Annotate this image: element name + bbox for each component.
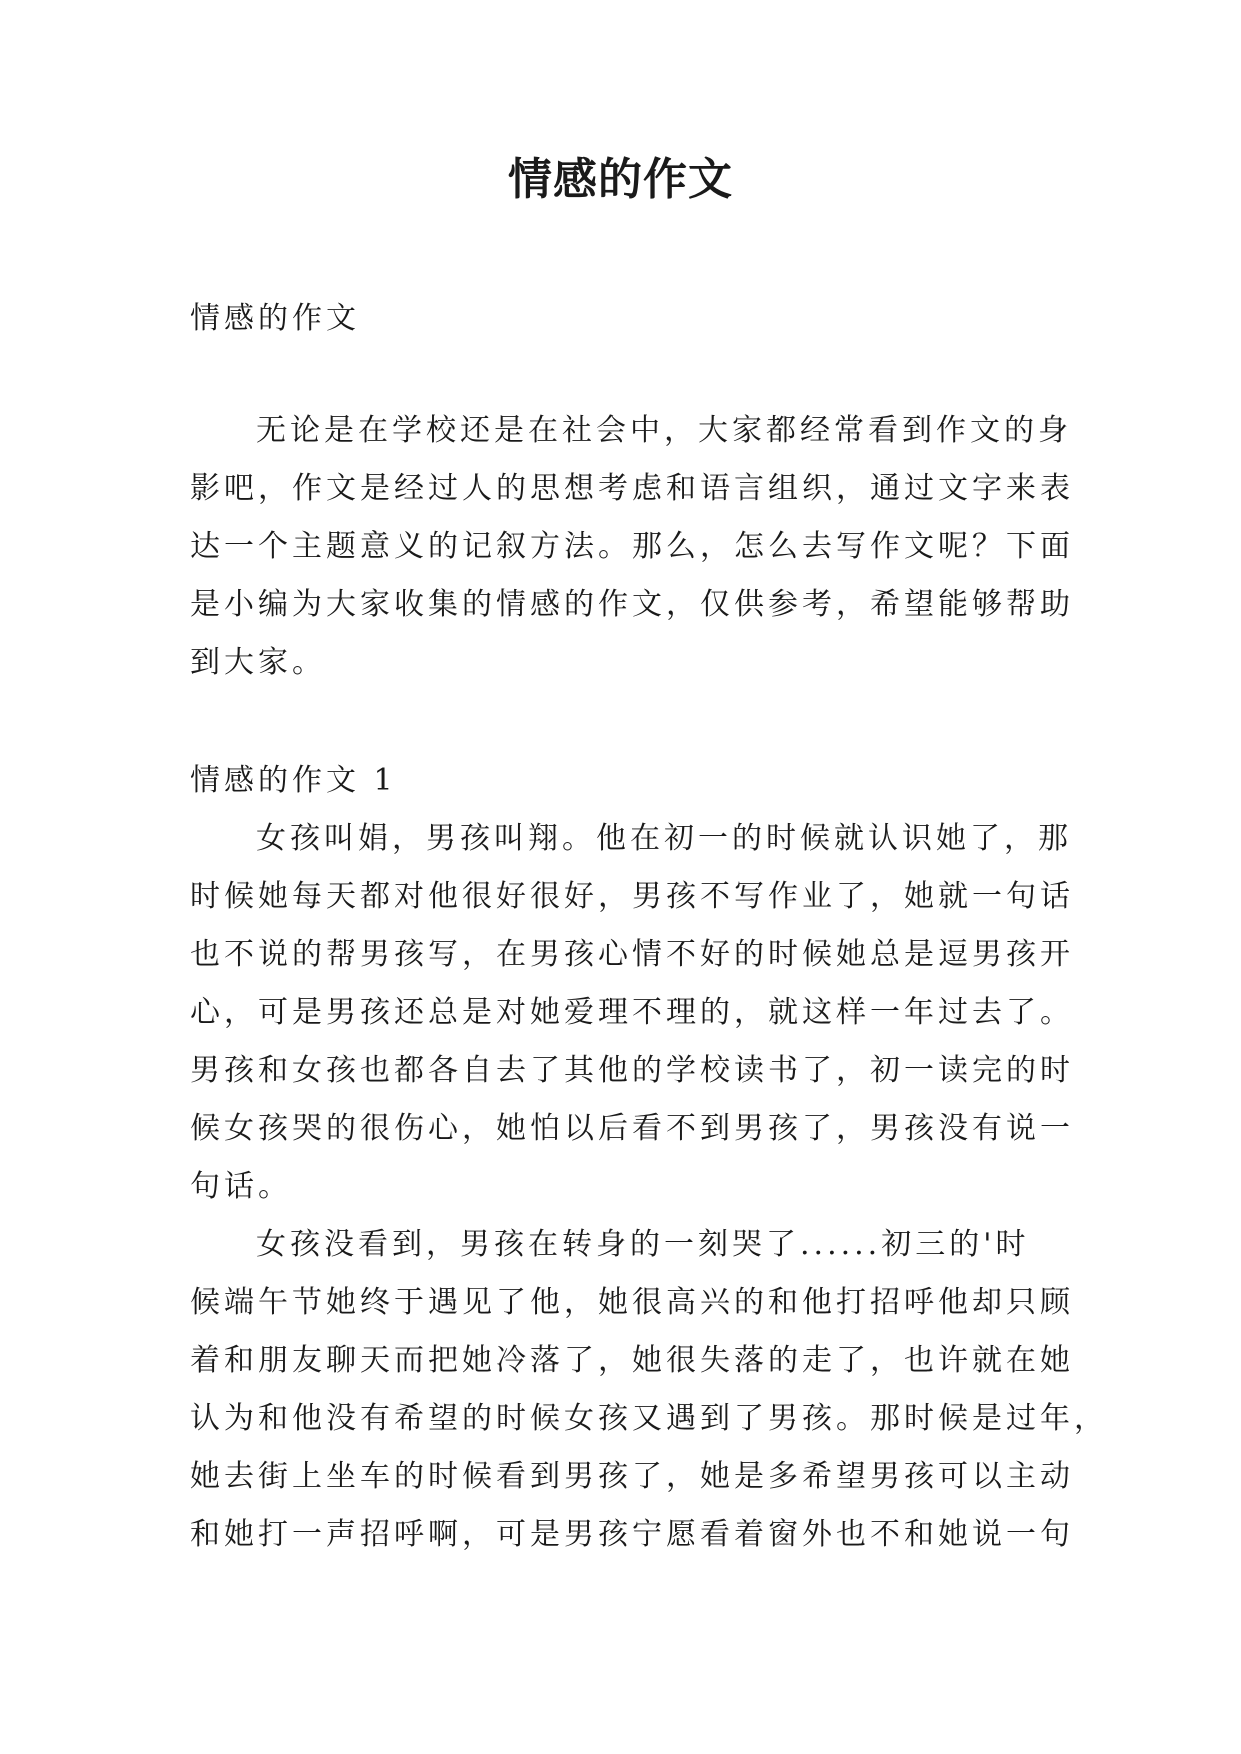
- paragraph-line: 和她打一声招呼啊，可是男孩宁愿看着窗外也不和她说一句: [190, 1517, 1074, 1552]
- paragraph-line: 候端午节她终于遇见了他，她很高兴的和他打招呼他却只顾: [190, 1285, 1074, 1320]
- document-title: 情感的作文: [508, 154, 733, 205]
- paragraph-line: 着和朋友聊天而把她冷落了，她很失落的走了，也许就在她: [190, 1343, 1074, 1378]
- paragraph-line: 女孩没看到，男孩在转身的一刻哭了......初三的'时: [256, 1227, 1030, 1262]
- paragraph-line: 时候她每天都对他很好很好，男孩不写作业了，她就一句话: [190, 879, 1074, 914]
- paragraph-line: 男孩和女孩也都各自去了其他的学校读书了，初一读完的时: [190, 1053, 1074, 1088]
- paragraph-gap: [190, 692, 1060, 752]
- intro-line: 无论是在学校还是在社会中，大家都经常看到作文的身: [256, 413, 1072, 448]
- intro-paragraph: [190, 402, 1074, 692]
- intro-line: 是小编为大家收集的情感的作文，仅供参考，希望能够帮助: [190, 587, 1074, 622]
- paragraph-line: 她去街上坐车的时候看到男孩了，她是多希望男孩可以主动: [190, 1459, 1074, 1494]
- intro-line: 到大家。: [190, 645, 326, 680]
- paragraph-line: 女孩叫娟，男孩叫翔。他在初一的时候就认识她了，那: [256, 821, 1072, 856]
- paragraph-line: 也不说的帮男孩写，在男孩心情不好的时候她总是逗男孩开: [190, 937, 1074, 972]
- document-subtitle: 情感的作文: [190, 301, 360, 336]
- paragraph-line: 候女孩哭的很伤心，她怕以后看不到男孩了，男孩没有说一: [190, 1111, 1074, 1146]
- intro-line: 影吧，作文是经过人的思想考虑和语言组织，通过文字来表: [190, 471, 1074, 506]
- story-paragraph-2: [190, 1216, 1108, 1564]
- paragraph-line: 心，可是男孩还总是对她爱理不理的，就这样一年过去了。: [190, 995, 1074, 1030]
- paragraph-line: 句话。: [190, 1169, 292, 1204]
- paragraph-line: 认为和他没有希望的时候女孩又遇到了男孩。那时候是过年，: [190, 1401, 1108, 1436]
- story-paragraph-1: [190, 810, 1074, 1216]
- section-heading: 情感的作文 1: [190, 763, 397, 798]
- document-body: [190, 290, 1108, 1564]
- intro-line: 达一个主题意义的记叙方法。那么，怎么去写作文呢？下面: [190, 529, 1074, 564]
